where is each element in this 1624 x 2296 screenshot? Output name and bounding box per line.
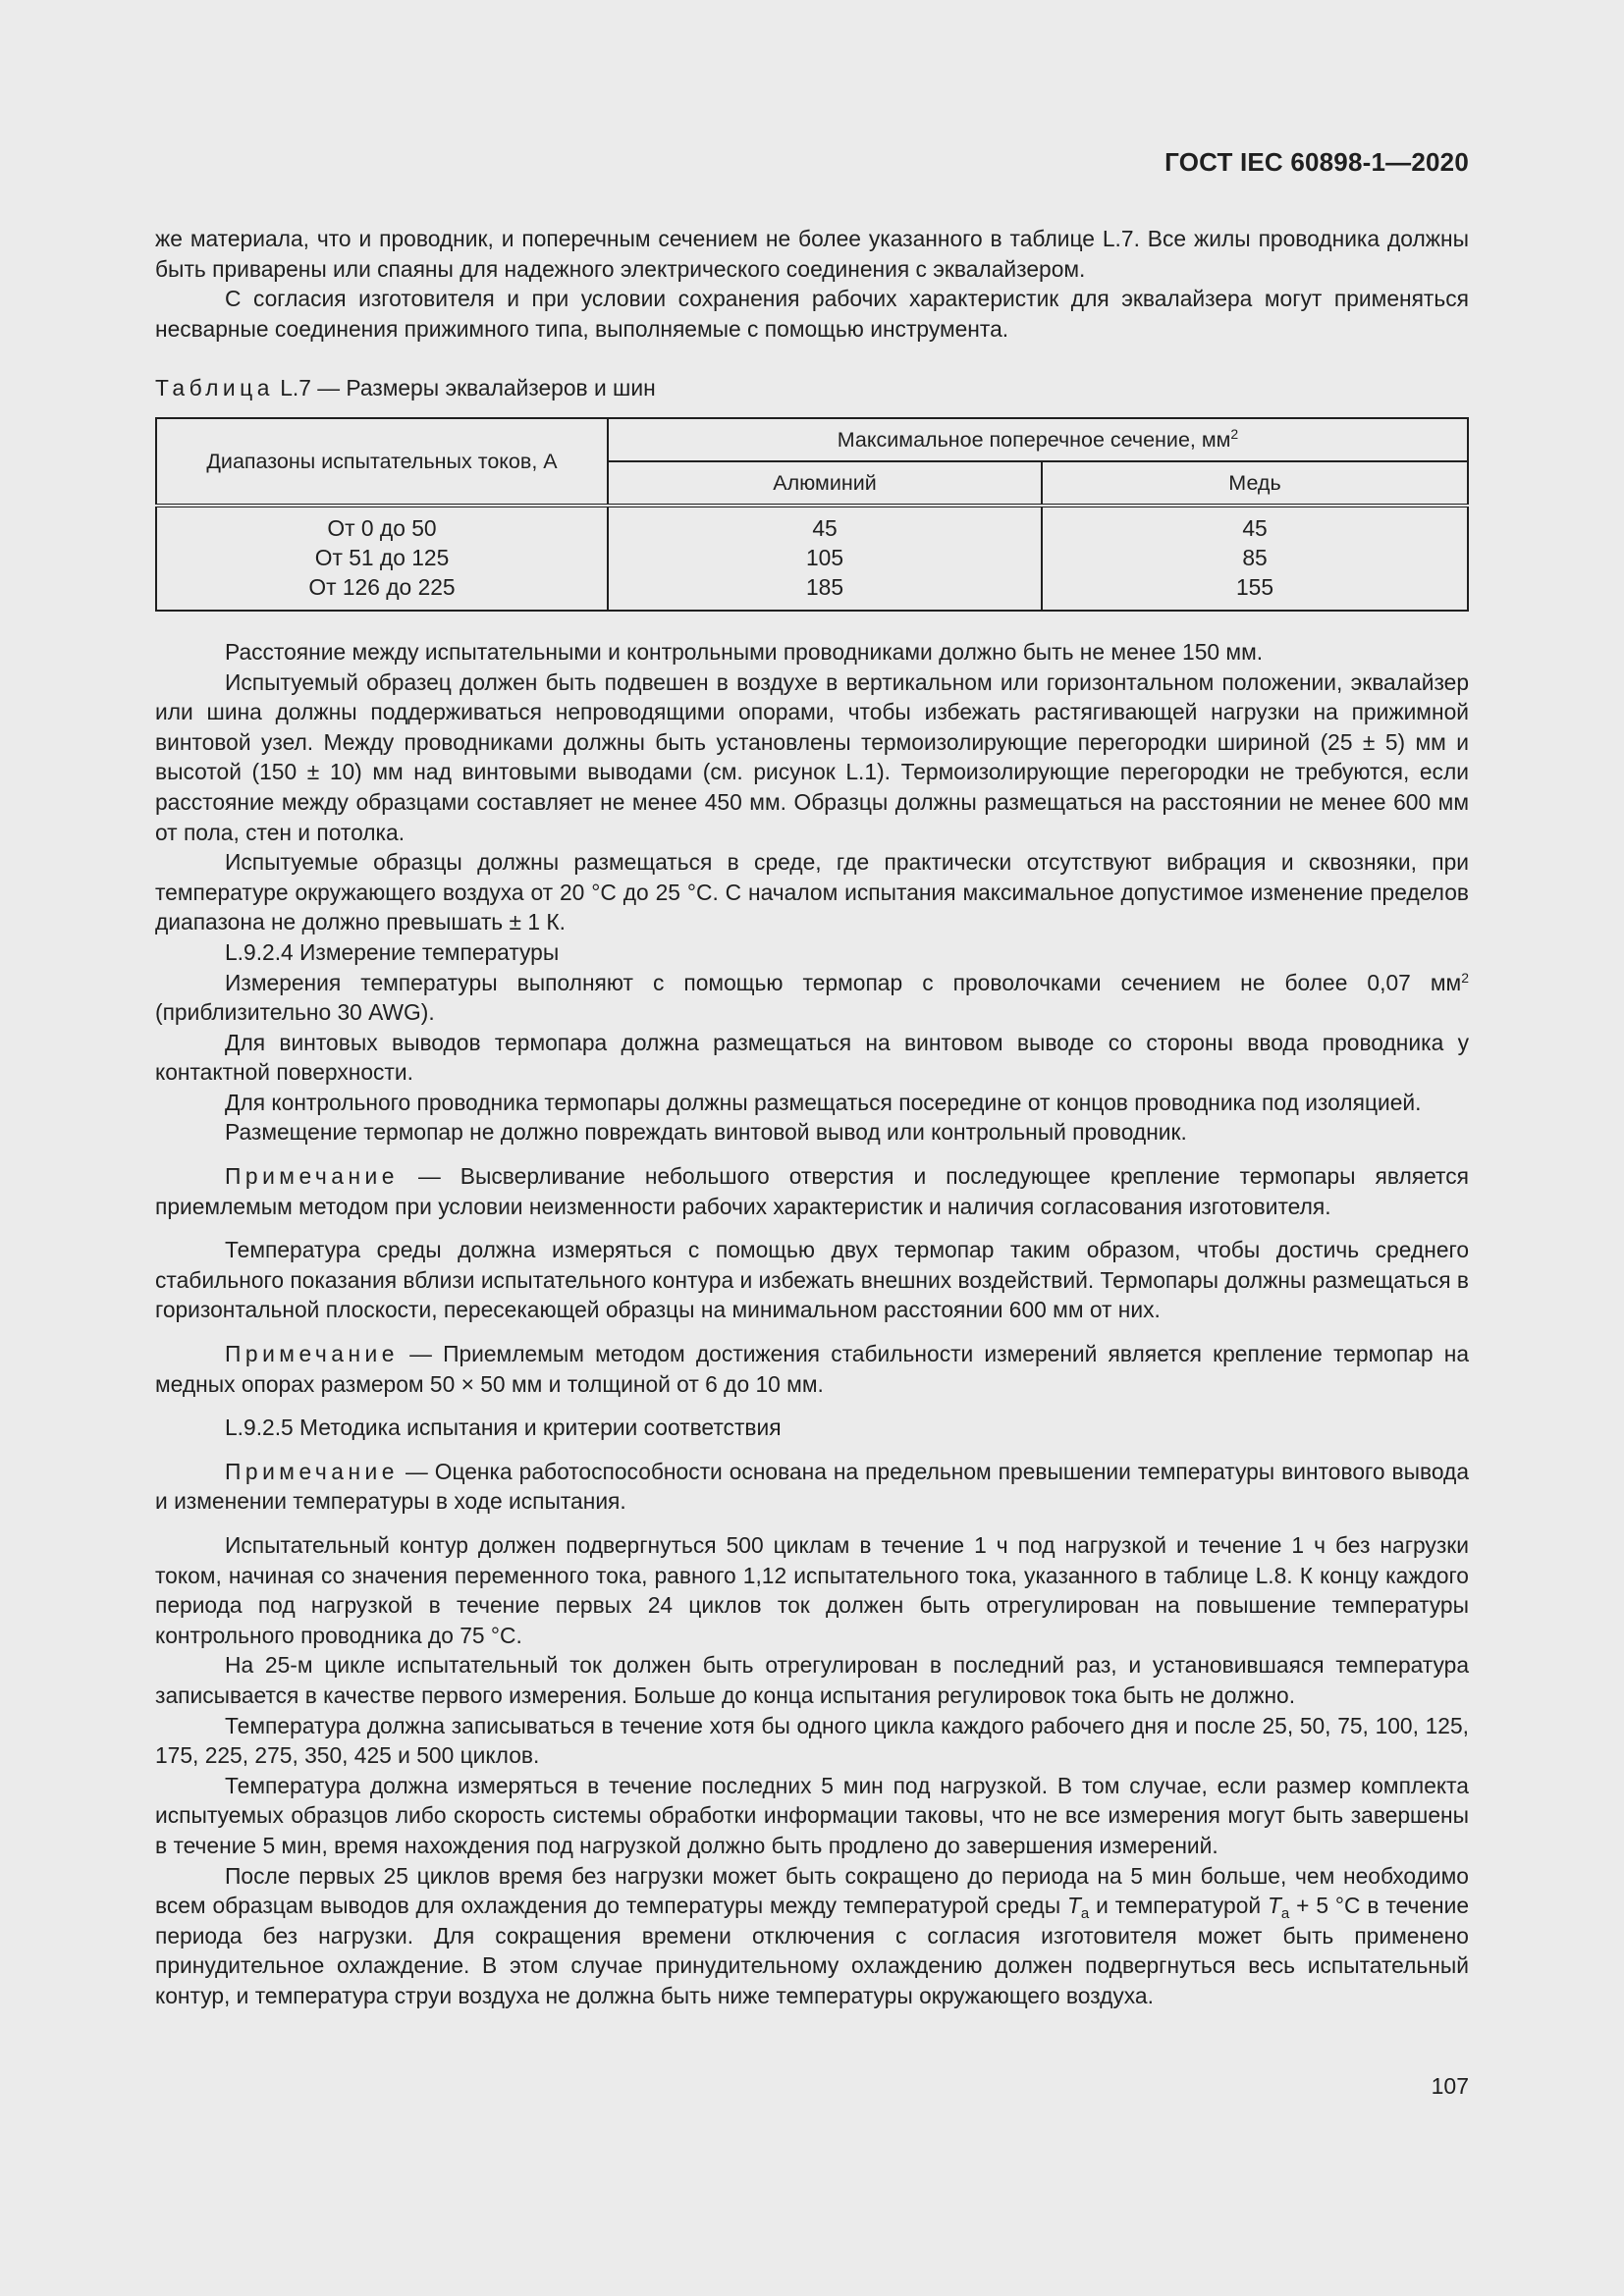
note-label: Примечание: [225, 1163, 399, 1190]
paragraph: Температура должна записываться в течение хотя бы одного цикла каждого рабочего дня и после 25, 50, 75, 100, 125, 175, 225, 275, 350, 425 и 500 циклов.: [155, 1712, 1469, 1769]
column-header-current-range: Диапазоны испытательных токов, А: [156, 418, 608, 506]
table-cell: От 126 до 225: [308, 573, 456, 600]
paragraph: Температура должна измеряться в течение последних 5 мин под нагрузкой. В том случае, если размер комплекта испытуемых образцов либо скорость системы обработки информации таковы, что не все измерения могут быть завершены в течение 5 мин, время нахождения под нагрузкой должно быть продлено до завершения измерений.: [155, 1772, 1469, 1858]
note: Примечание — Высверливание небольшого отверстия и последующее крепление термопары является приемлемым методом при условии неизменности рабочих характеристик и наличия согласования изготовителя.: [155, 1163, 1469, 1219]
section-heading: L.9.2.4 Измерение температуры: [225, 938, 560, 965]
paragraph: Температура среды должна измеряться с помощью двух термопар таким образом, чтобы достичь среднего стабильного показания вблизи испытательного контура и избежать внешних воздействий. Термопары должны размещаться в горизонтальной плоскости, пересекающей образцы на минимальном расстоянии 600 мм от них.: [155, 1237, 1469, 1323]
page-number: 107: [1431, 2073, 1469, 2099]
table-caption-title: L.7 — Размеры эквалайзеров и шин: [273, 375, 656, 401]
table-cell: 45: [1242, 514, 1268, 541]
paragraph: Испытуемый образец должен быть подвешен в воздухе в вертикальном или горизонтальном положении, эквалайзер или шина должны поддерживаться непроводящими опорами, чтобы избежать растягивающей нагрузки на прижимной винтовой узел. Между проводниками должны быть установлены термоизолирующие перегородки шириной (25 ± 5) мм и высотой (150 ± 10) мм над винтовыми выводами (см. рисунок L.1). Термоизолирующие перегородки не требуются, если расстояние между образцами составляет не менее 450 мм. Образцы должны размещаться на расстоянии не менее 600 мм от пола, стен и потолка.: [155, 668, 1469, 845]
paragraph: же материала, что и проводник, и поперечным сечением не более указанного в таблице L.7. Все жилы проводника должны быть приварены или спаяны для надежного электрического соединения с эквалайзером.: [155, 226, 1469, 282]
column-header-copper: Медь: [1042, 461, 1468, 506]
paragraph: Размещение термопар не должно повреждать винтовой вывод или контрольный проводник.: [225, 1119, 1187, 1146]
paragraph: Для контрольного проводника термопары должны размещаться посередине от концов проводника под изоляцией.: [225, 1089, 1422, 1115]
column-header-group: Максимальное поперечное сечение, $мм^2$: [608, 418, 1468, 461]
copper-cell: [1042, 506, 1468, 611]
dimensions-table: [155, 417, 1469, 612]
note: Примечание — Оценка работоспособности основана на предельном превышении температуры винтового вывода и изменении температуры в ходе испытания.: [155, 1458, 1469, 1515]
range-cell: [156, 506, 608, 611]
section-heading: L.9.2.5 Методика испытания и критерии соответствия: [225, 1415, 782, 1441]
table-cell: 45: [812, 514, 838, 541]
table-cell: 105: [805, 544, 844, 570]
aluminium-cell: [608, 506, 1042, 611]
table-cell: 85: [1242, 544, 1268, 570]
table-cell: От 51 до 125: [314, 544, 450, 570]
paragraph: Испытуемые образцы должны размещаться в среде, где практически отсутствуют вибрация и сквозняки, при температуре окружающего воздуха от 20 °С до 25 °С. С началом испытания максимальное допустимое изменение пределов диапазона не должно превышать ± 1 К.: [155, 849, 1469, 935]
table-cell: 155: [1235, 573, 1274, 600]
standard-header: ГОСТ IEC 60898-1—2020: [1164, 147, 1469, 177]
paragraph: Для винтовых выводов термопара должна размещаться на винтовом выводе со стороны ввода проводника у контактной поверхности.: [155, 1029, 1469, 1086]
table-cell: От 0 до 50: [327, 514, 437, 541]
note-label: Примечание: [225, 1341, 399, 1367]
paragraph: Измерения температуры выполняют с помощью термопар с проволочками сечением не более 0,07 $мм^2$ (приблизительно 30 AWG).: [155, 969, 1469, 1026]
paragraph: Расстояние между испытательными и контрольными проводниками должно быть не менее 150 мм.: [225, 638, 1264, 665]
table-caption-prefix: Таблица: [155, 375, 274, 401]
note: Примечание — Приемлемым методом достижения стабильности измерений является крепление термопар на медных опорах размером 50 × 50 мм и толщиной от 6 до 10 мм.: [155, 1341, 1469, 1397]
paragraph: На 25-м цикле испытательный ток должен быть отрегулирован в последний раз, и установившаяся температура записывается в качестве первого измерения. Больше до конца испытания регулировок тока быть не должно.: [155, 1652, 1469, 1708]
table-caption: [155, 373, 1469, 403]
paragraph: Испытательный контур должен подвергнуться 500 циклам в течение 1 ч под нагрузкой и течение 1 ч без нагрузки током, начиная со значения переменного тока, равного 1,12 испытательного тока, указанного в таблице L.8. К концу каждого периода под нагрузкой в течение первых 24 циклов ток должен быть отрегулирован на повышение температуры контрольного проводника до 75 °С.: [155, 1532, 1469, 1648]
column-header-aluminium: Алюминий: [608, 461, 1042, 506]
table-cell: 185: [805, 573, 844, 600]
note-label: Примечание: [225, 1458, 399, 1484]
page-content: [155, 224, 1469, 2011]
paragraph: После первых 25 циклов время без нагрузки может быть сокращено до периода на 5 мин больше, чем необходимо всем образцам выводов для охлаждения до температуры между температурой среды $T_a$ и температурой $T_a + 5$ °С в течение периода без нагрузки. Для сокращения времени отключения с согласия изготовителя может быть применено принудительное охлаждение. В этом случае принудительному охлаждению должен подвергнуться весь испытательный контур, и температура струи воздуха не должна быть ниже температуры окружающего воздуха.: [155, 1862, 1469, 2008]
paragraph: С согласия изготовителя и при условии сохранения рабочих характеристик для эквалайзера могут применяться несварные соединения прижимного типа, выполняемые с помощью инструмента.: [155, 286, 1469, 342]
